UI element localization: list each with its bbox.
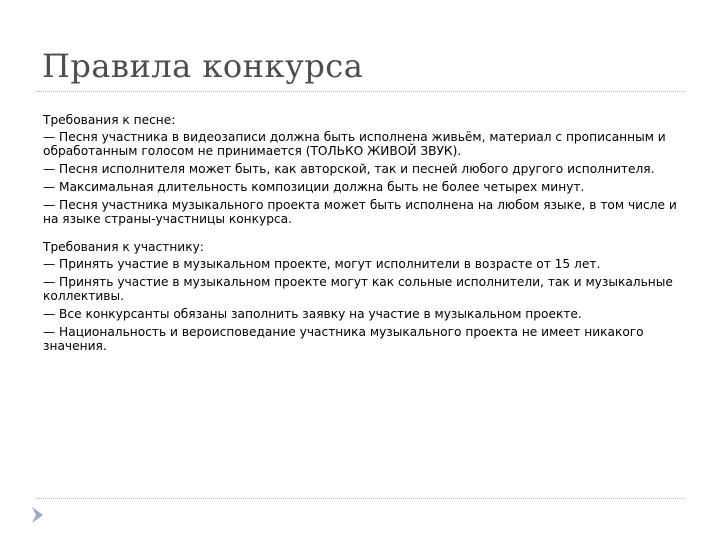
- song-requirements-section: [43, 113, 691, 226]
- list-item: — Песня исполнителя может быть, как авторской, так и песней любого другого исполнителя.: [43, 162, 655, 176]
- list-item: — Песня участника музыкального проекта может быть исполнена на любом языке, в том числе и на языке страны-участницы конкурса.: [43, 198, 677, 226]
- title-divider: [36, 91, 684, 92]
- list-item: — Национальность и вероисповедание участника музыкального проекта не имеет никакого значения.: [43, 325, 644, 353]
- participant-requirements-section: [43, 240, 691, 353]
- footer-divider: [36, 498, 684, 499]
- list-item: — Принять участие в музыкальном проекте, могут исполнители в возрасте от 15 лет.: [43, 257, 601, 271]
- list-item: — Максимальная длительность композиции должна быть не более четырех минут.: [43, 180, 585, 194]
- list-item: — Все конкурсанты обязаны заполнить заявку на участие в музыкальном проекте.: [43, 307, 582, 321]
- song-requirements-heading: Требования к песне:: [43, 113, 176, 127]
- slide-content: [43, 113, 691, 357]
- list-item: — Принять участие в музыкальном проекте могут как сольные исполнители, так и музыкальные коллективы.: [43, 275, 673, 303]
- chevron-arrow-icon: [31, 506, 45, 524]
- list-item: — Песня участника в видеозаписи должна быть исполнена живьём, материал с прописанным и обработанным голосом не принимается (ТОЛЬКО ЖИВОЙ ЗВУК).: [43, 130, 666, 158]
- slide-title: Правила конкурса: [42, 47, 364, 85]
- participant-requirements-heading: Требования к участнику:: [43, 240, 204, 254]
